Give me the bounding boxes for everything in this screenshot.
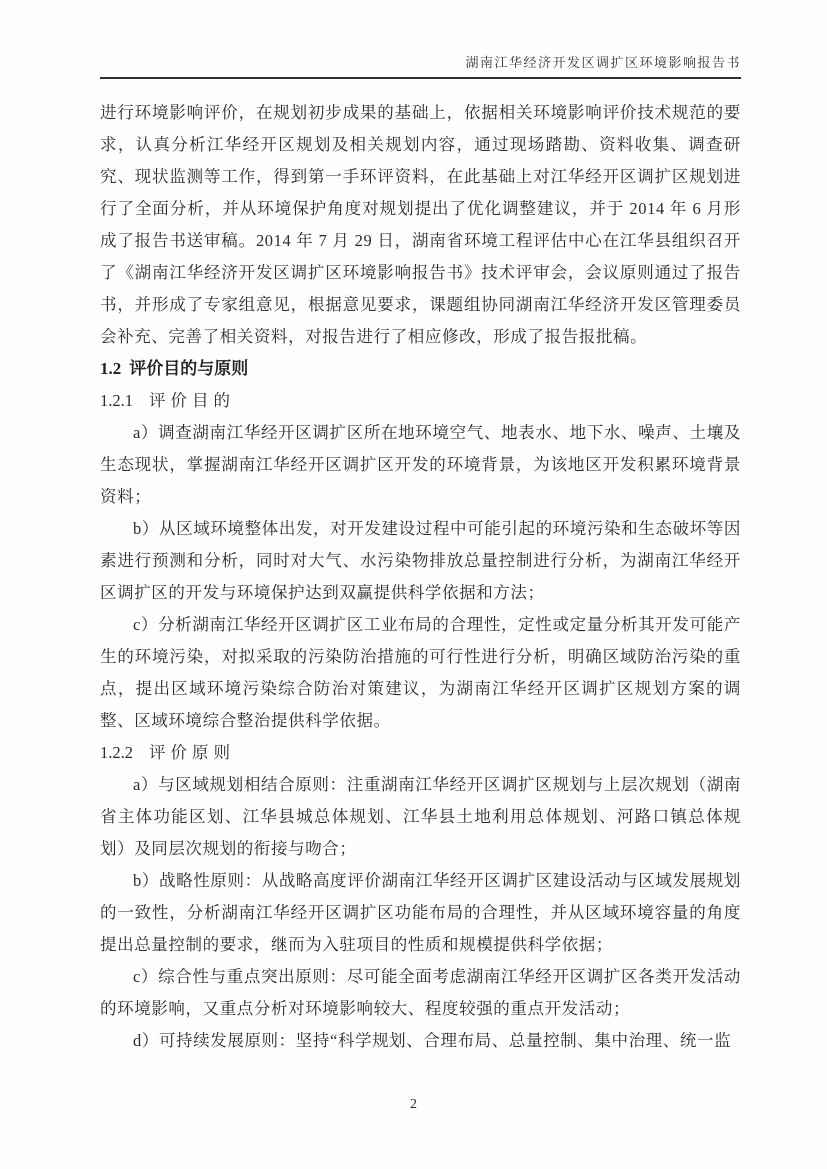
subsection-number: 1.2.2 bbox=[100, 743, 133, 762]
page-number: 2 bbox=[410, 1097, 417, 1112]
section-number: 1.2 bbox=[100, 359, 122, 378]
subsection-title: 评价原则 bbox=[149, 743, 235, 762]
subsection-heading-1-2-1 bbox=[100, 385, 741, 417]
running-header-title: 湖南江华经济开发区调扩区环境影响报告书 bbox=[465, 55, 741, 70]
subsection-number: 1.2.1 bbox=[100, 391, 133, 410]
paragraph-continuation: 进行环境影响评价，在规划初步成果的基础上，依据相关环境影响评价技术规范的要求，认真分析江华经开区规划及相关规划内容，通过现场踏勘、资料收集、调查研究、现状监测等工作，得到第一手环评资料，在此基础上对江华经开区调扩区规划进行了全面分析，并从环境保护角度对规划提出了优化调整建议，并于 2014 年 6 月形成了报告书送审稿。2014 年 7 月 29 日，湖南省环境工程评估中心在江华县组织召开了《湖南江华经济开发区调扩区环境影响报告书》技术评审会，会议原则通过了报告书，并形成了专家组意见，根据意见要求，课题组协同湖南江华经济开发区管理委员会补充、完善了相关资料，对报告进行了相应修改，形成了报告报批稿。 bbox=[100, 103, 741, 346]
principle-item-d: d）可持续发展原则：坚持“科学规划、合理布局、总量控制、集中治理、统一监 bbox=[133, 1031, 732, 1050]
principle-item-a: a）与区域规划相结合原则：注重湖南江华经开区调扩区规划与上层次规划（湖南省主体功能区划、江华县城总体规划、江华县土地利用总体规划、河路口镇总体规划）及同层次规划的衔接与吻合； bbox=[100, 775, 741, 858]
purpose-item-b: b）从区域环境整体出发，对开发建设过程中可能引起的环境污染和生态破坏等因素进行预测和分析，同时对大气、水污染物排放总量控制进行分析，为湖南江华经开区调扩区的开发与环境保护达到双赢提供科学依据和方法； bbox=[100, 519, 741, 602]
section-title: 评价目的与原则 bbox=[129, 359, 249, 378]
document-body bbox=[100, 97, 741, 1057]
principle-item-b: b）战略性原则：从战略高度评价湖南江华经开区调扩区建设活动与区域发展规划的一致性，分析湖南江华经开区调扩区功能布局的合理性，并从区域环境容量的角度提出总量控制的要求，继而为入驻项目的性质和规模提供科学依据； bbox=[100, 871, 741, 954]
page-footer bbox=[0, 1095, 827, 1113]
section-heading-1-2 bbox=[100, 353, 741, 385]
purpose-item-a: a）调查湖南江华经开区调扩区所在地环境空气、地表水、地下水、噪声、土壤及生态现状，掌握湖南江华经开区调扩区开发的环境背景，为该地区开发积累环境背景资料； bbox=[100, 423, 741, 506]
purpose-item-c: c）分析湖南江华经开区调扩区工业布局的合理性，定性或定量分析其开发可能产生的环境污染，对拟采取的污染防治措施的可行性进行分析，明确区域防治污染的重点，提出区域环境污染综合防治对策建议，为湖南江华经开区调扩区规划方案的调整、区域环境综合整治提供科学依据。 bbox=[100, 615, 741, 730]
subsection-heading-1-2-2 bbox=[100, 737, 741, 769]
header-rule bbox=[100, 77, 741, 79]
subsection-title: 评价目的 bbox=[149, 391, 235, 410]
page-header bbox=[100, 54, 741, 79]
principle-item-c: c）综合性与重点突出原则：尽可能全面考虑湖南江华经开区调扩区各类开发活动的环境影响，又重点分析对环境影响较大、程度较强的重点开发活动； bbox=[100, 967, 741, 1018]
